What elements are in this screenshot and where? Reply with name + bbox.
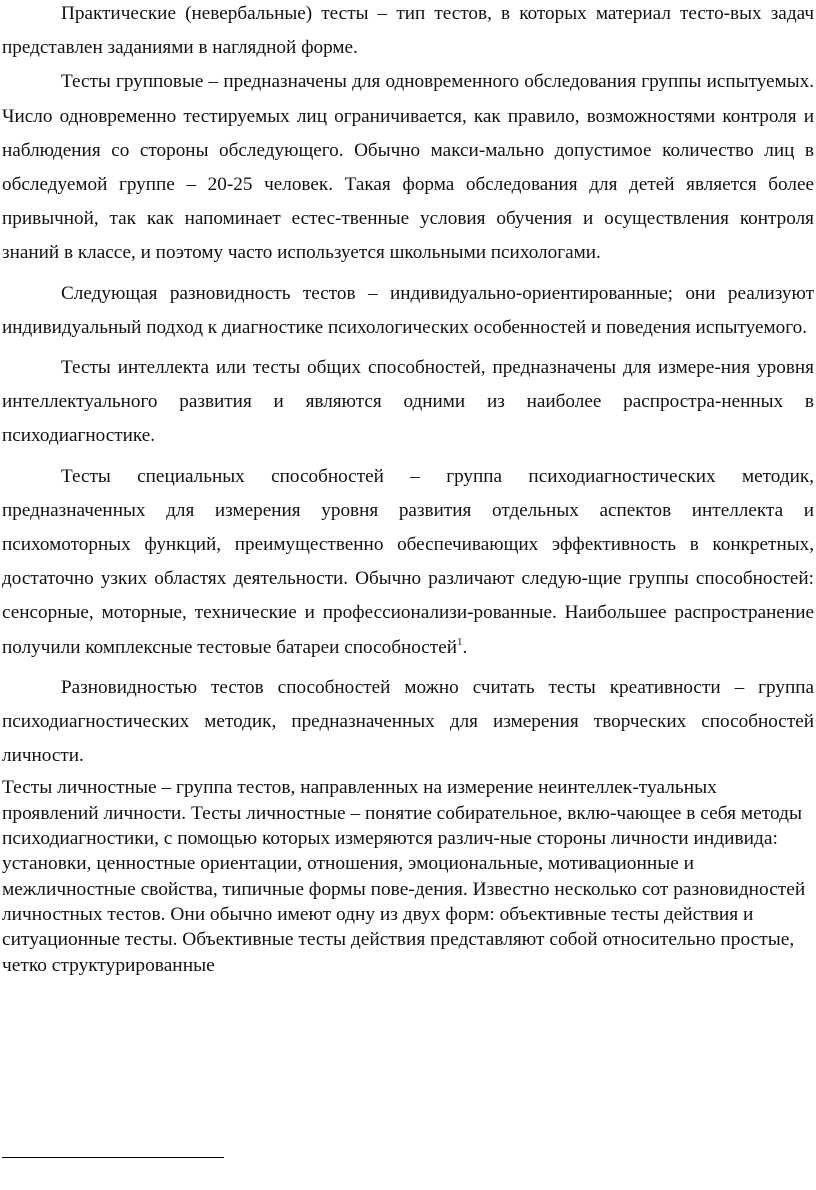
paragraph-creativity-tests: Разновидностью тестов способностей можно считать тесты креативности – группа психодиагностических методик, предназначенных для измерения творческих способностей личности.	[2, 676, 814, 767]
paragraph-special-abilities-tests	[2, 460, 814, 665]
sentence-end: .	[462, 636, 468, 658]
document-page	[2, 0, 814, 978]
paragraph-practical-tests: Практические (невербальные) тесты – тип тестов, в которых материал тесто-вых задач представлен заданиями в наглядной форме.	[2, 3, 814, 59]
special-abilities-text: Тесты специальных способностей – группа психодиагностических методик, предназначенных для измерения уровня развития отдельных аспектов интеллекта и психомоторных функций, преимущественно обеспечивающих эффективность в конкретных, достаточно узких областях деятельности. Обычно различают следую-щие группы способностей: сенсорные, моторные, технические и профессионализи-рованные. Наибольшее распространение получили комплексные тестовые батареи способностей	[2, 465, 814, 658]
paragraph-intelligence-tests: Тесты интеллекта или тесты общих способностей, предназначены для измере-ния уровня интеллектуального развития и являются одними из наиболее распростра-ненных в психодиагностике.	[2, 357, 814, 447]
paragraph-group-tests: Тесты групповые – предназначены для одновременного обследования группы испытуемых. Число одновременно тестируемых лиц ограничивается, как правило, возможностями контроля и наблюдения со стороны обследующего. Обычно макси-мально допустимое количество лиц в обследуемой группе – 20-25 человек. Такая форма обследования для детей является более привычной, так как напоминает естес-твенные условия обучения и осуществления контроля знаний в классе, и поэтому часто используется школьными психологами.	[2, 71, 814, 264]
paragraph-individual-tests: Следующая разновидность тестов – индивидуально-ориентированные; они реализуют индивидуальный подход к диагностике психологических особенностей и поведения испытуемого.	[2, 282, 814, 338]
footnote-separator	[2, 1157, 224, 1158]
paragraph-personality-tests: Тесты личностные – группа тестов, направленных на измерение неинтеллек-туальных проявлений личности. Тесты личностные – понятие собирательное, вклю-чающее в себя методы психодиагностики, с помощью которых измеряются различ-ные стороны личности индивида: установки, ценностные ориентации, отношения, эмоциональные, мотивационные и межличностные свойства, типичные формы пове-дения. Известно несколько сот разновидностей личностных тестов. Они обычно имеют одну из двух форм: объективные тесты действия и ситуационные тесты. Объективные тесты действия представляют собой относительно простые, четко структурированные	[2, 777, 806, 976]
footnote-reference[interactable]: 1	[456, 635, 463, 648]
